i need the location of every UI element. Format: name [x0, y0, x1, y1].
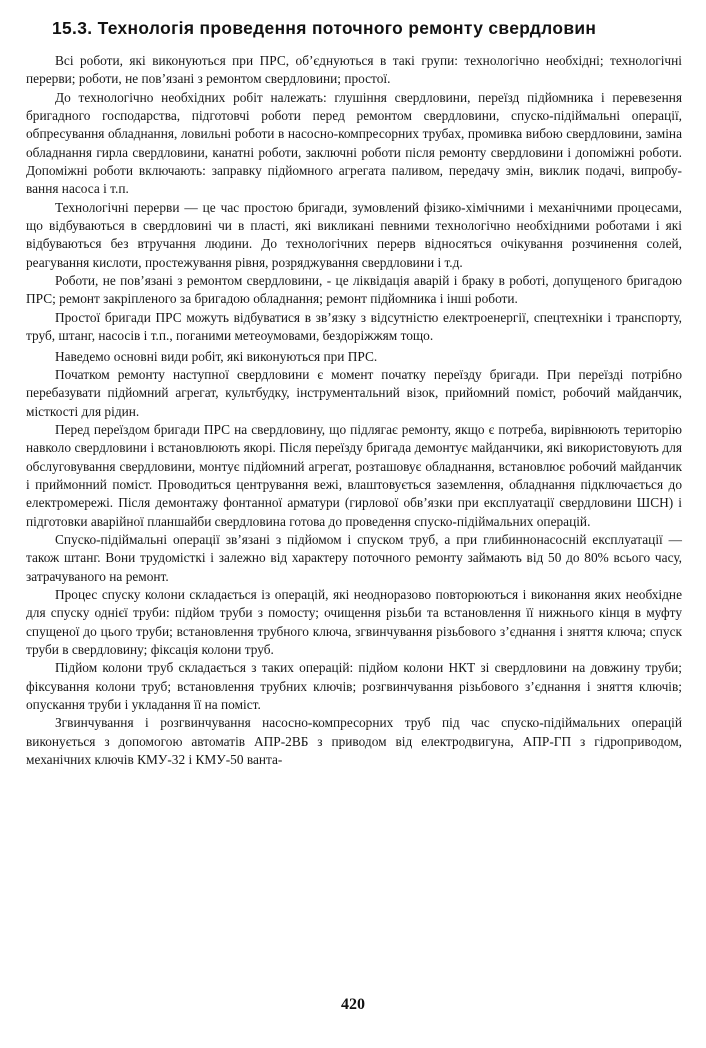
paragraph: Простої бригади ПРС можуть відбуватися в зв’язку з відсутністю електроенергії, спецтехніки і транспорту, труб, штанг, насосів і т.п., поганими метеоумовами, бездоріжжям тощо.: [26, 309, 682, 344]
paragraph: Перед переїздом бригади ПРС на свердловину, що підлягає ремонту, якщо є потреба, вирівнюють територію навколо свердловини і встановлюють якорі. Після переїзду бригада демонтує майданчики, які використовують для обслуговування свердловини, монтує підйомний агрегат, розташовує обладнання, встановлює робочий майданчик і приймонний поміст. Проводиться центрування вежі, влаштовується заземлення, обладнання підключається до електромережі. Після демонтажу фонтанної арматури (гирлової обв’язки при експлуатації свердловини ШСН) і підготовки аварійної планшайби свердловина готова до проведення спуско-підіймальних операцій.: [26, 421, 682, 529]
section-heading: 15.3. Технологія проведення поточного ремонту свердловин: [52, 18, 597, 38]
paragraph: Початком ремонту наступної свердловини є момент початку переїзду бригади. При переїзді потрібно перебазувати підйомний агрегат, культбудку, інструментальний візок, прийомний поміст, робочий майданчик, місткості для рідин.: [26, 366, 682, 419]
paragraph: Процес спуску колони складається із операцій, які неодноразово повторюються і виконання яких необхідне для спуску однієї труби: підйом труби з помосту; очищення різьби та встановлення її нижнього кінця в муфту спущеної до цього труби; встановлення трубного ключа, згвинчування різьбового з’єднання і зняття ключа; спуск труби в свердловину; фіксація колони труб.: [26, 586, 682, 657]
paragraph: До технологічно необхідних робіт належать: глушіння свердловини, переїзд підйомника і перевезення бригадного господарства, підготовчі роботи перед ремонтом свердловини, спуско-підіймальні операції, обпресування обладнання, ловильні роботи в насосно-компресорних трубах, промивка вибою свердловини, заміна обладнання гирла свердловини, канатні роботи, заключні роботи після ремонту свердловини і допоміжні роботи. Допоміжні роботи включають: заправку підйомного агрегата паливом, передачу змін, виклик подачі, випробування насоса і т.п.: [26, 89, 682, 197]
paragraph: Технологічні перерви — це час простою бригади, зумовлений фізико-хімічними і механічними процесами, що відбуваються в свердловині чи в пласті, які викликані певними технологічно необхідними роботами і які відбуваються без втручання людини. До технологічних перерв відносяться очікування розчинення солей, реагування кислоти, простежування рівня, розряджування свердловини і т.д.: [26, 199, 682, 270]
paragraph: Підйом колони труб складається з таких операцій: підйом колони НКТ зі свердловини на довжину труби; фіксування колони труб; встановлення трубних ключів; розгвинчування різьбового з’єднання і зняття ключів; опускання труби і укладання її на поміст.: [26, 660, 682, 713]
body-text: [26, 52, 682, 769]
paragraph: Наведемо основні види робіт, які виконуються при ПРС.: [55, 348, 378, 364]
paragraph: Роботи, не пов’язані з ремонтом свердловини, - це ліквідація аварій і браку в роботі, допущеного бригадою ПРС; ремонт закріпленого за бригадою обладнання; ремонт підйомника і інші роботи.: [26, 273, 682, 307]
paragraph: Згвинчування і розгвинчування насосно-компресорних труб під час спуско-підіймальних операцій виконується з допомогою автоматів АПР-2ВБ з приводом від електродвигуна, АПР-ГП з гідроприводом, механічних ключів КМУ-32 і КМУ-50 ванта-: [26, 715, 682, 768]
paragraph: Спуско-підіймальні операції зв’язані з підйомом і спуском труб, а при глибиннонасосній експлуатації — також штанг. Вони трудомісткі і залежно від характеру поточного ремонту займають від 50 до 80% всього часу, затрачуваного на ремонт.: [26, 531, 682, 584]
paragraph: Всі роботи, які виконуються при ПРС, об’єднуються в такі групи: технологічно необхідні; технологічні перерви; роботи, не пов’язані з ремонтом свердловини; простої.: [26, 53, 682, 87]
page-number: 420: [341, 996, 365, 1013]
